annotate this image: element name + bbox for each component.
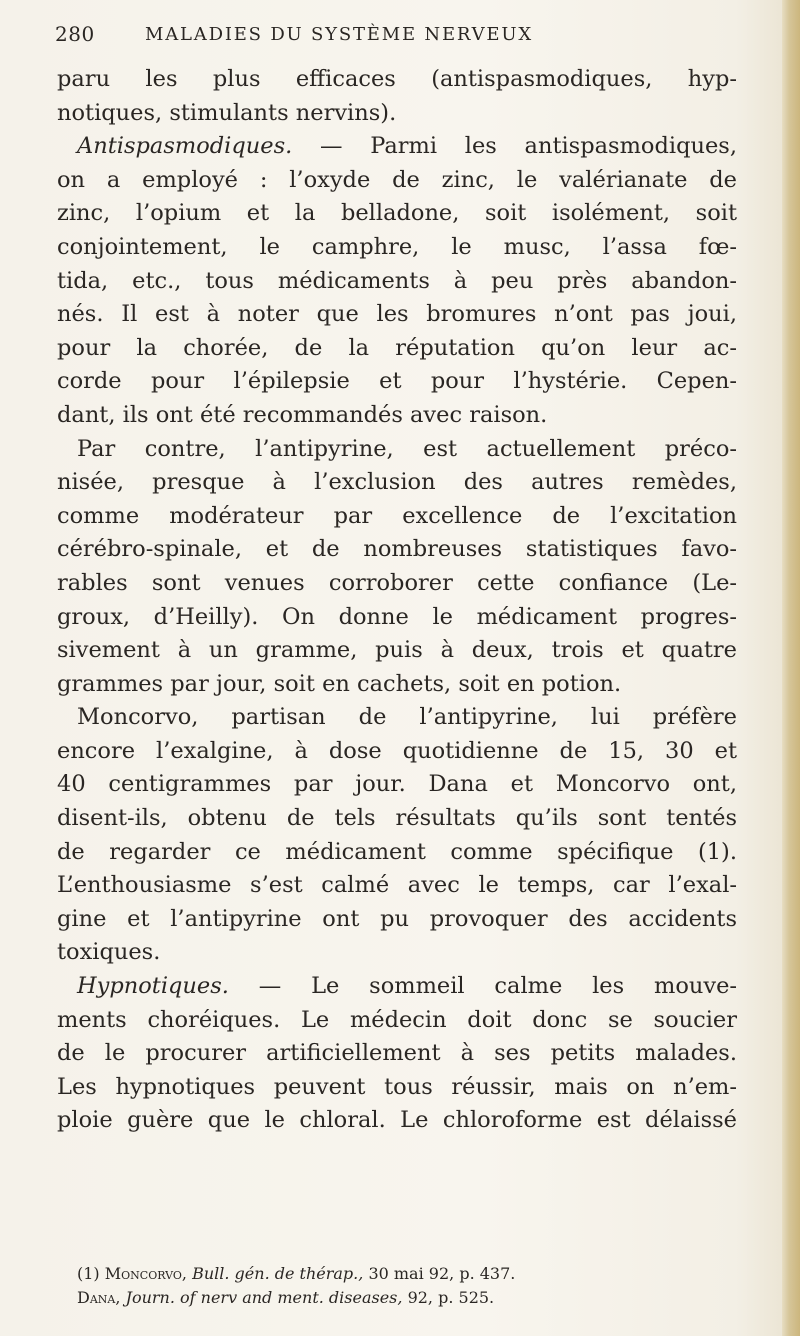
section-title-antispasmodiques: Antispasmodiques.	[77, 133, 293, 160]
footnote-journal: Journ. of nerv and ment. diseases,	[125, 1288, 403, 1307]
text-line: comme modérateur par excellence de l’excitation	[57, 502, 737, 529]
text-line: disent-ils, obtenu de tels résultats qu’ils sont tentés	[57, 805, 737, 832]
running-head: MALADIES DU SYSTÈME NERVEUX	[145, 24, 533, 45]
text-line: pour la chorée, de la réputation qu’on leur ac-	[57, 334, 737, 361]
section-antispasmodiques	[57, 130, 737, 164]
text-line: gine et l’antipyrine ont pu provoquer des accidents	[57, 905, 737, 932]
text-line: sivement à un gramme, puis à deux, trois et quatre	[57, 637, 737, 664]
text-line: ploie guère que le chloral. Le chloroforme est délaissé	[57, 1107, 737, 1134]
text-line: paru les plus efficaces (antispasmodiques, hyp-	[57, 66, 737, 92]
text-line: 40 centigrammes par jour. Dana et Moncorvo ont,	[57, 771, 737, 798]
text-line: — Parmi les antispasmodiques,	[320, 133, 737, 160]
text-line: de regarder ce médicament comme spécifique (1).	[57, 838, 737, 865]
footnote-reference: 30 mai 92, p. 437.	[368, 1264, 516, 1283]
text-line: cérébro-spinale, et de nombreuses statistiques favo-	[57, 536, 737, 563]
text-line: notiques, stimulants nervins).	[57, 99, 397, 126]
text-line: grammes par jour, soit en cachets, soit en potion.	[57, 670, 622, 697]
text-line: toxiques.	[57, 939, 161, 966]
text-line: rables sont venues corroborer cette confiance (Le-	[57, 569, 737, 596]
text-line: tida, etc., tous médicaments à peu près abandon-	[57, 267, 737, 294]
footnote-journal: Bull. gén. de thérap.,	[192, 1264, 364, 1283]
text-line: zinc, l’opium et la belladone, soit isolément, soit	[57, 200, 737, 227]
footnote-1-continuation	[57, 1286, 737, 1310]
text-line: corde pour l’épilepsie et pour l’hystérie. Cepen-	[57, 368, 737, 395]
text-line: Les hypnotiques peuvent tous réussir, mais on n’em-	[57, 1073, 737, 1100]
footnote-marker: (1)	[77, 1264, 100, 1283]
text-line: de le procurer artificiellement à ses petits malades.	[57, 1040, 737, 1067]
text-line: ments choréiques. Le médecin doit donc se soucier	[57, 1006, 737, 1033]
section-hypnotiques	[57, 970, 737, 1004]
text-line: Par contre, l’antipyrine, est actuellement préco-	[77, 435, 737, 462]
footnote-author: Moncorvo,	[104, 1264, 187, 1283]
text-line: L’enthousiasme s’est calmé avec le temps, car l’exal-	[57, 872, 737, 899]
text-line: on a employé : l’oxyde de zinc, le valérianate de	[57, 166, 737, 193]
section-title-hypnotiques: Hypnotiques.	[77, 973, 229, 1000]
text-line: groux, d’Heilly). On donne le médicament progres-	[57, 603, 737, 630]
text-line: Moncorvo, partisan de l’antipyrine, lui préfère	[77, 704, 737, 731]
text-line: encore l’exalgine, à dose quotidienne de 15, 30 et	[57, 737, 737, 764]
footnote-1	[57, 1262, 737, 1286]
text-line: dant, ils ont été recommandés avec raison.	[57, 401, 548, 428]
text-line: nisée, presque à l’exclusion des autres remèdes,	[57, 469, 737, 496]
footnotes	[57, 1262, 737, 1310]
body-text	[57, 63, 737, 1138]
footnote-author: Dana,	[77, 1288, 121, 1307]
text-line: nés. Il est à noter que les bromures n’ont pas joui,	[57, 301, 737, 328]
page-number: 280	[55, 22, 95, 46]
text-line: — Le sommeil calme les mouve-	[258, 973, 737, 1000]
text-line: conjointement, le camphre, le musc, l’assa fœ-	[57, 233, 737, 260]
footnote-reference: 92, p. 525.	[407, 1288, 495, 1307]
page-edge	[782, 0, 800, 1336]
page-header	[55, 22, 735, 52]
